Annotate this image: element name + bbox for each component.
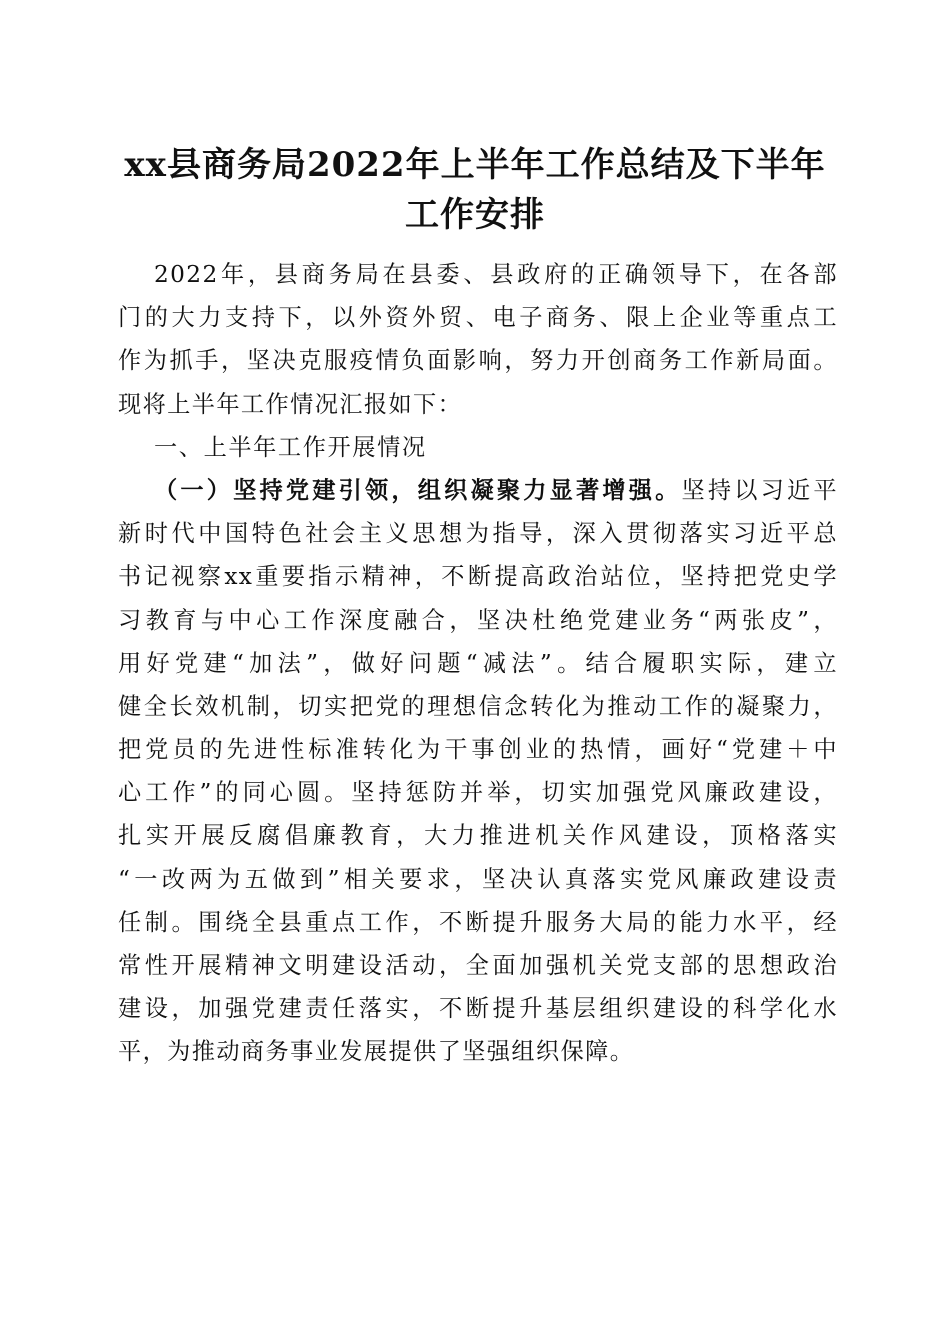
body-line: 用好党建“加法”，做好问题“减法”。结合履职实际，建立	[118, 649, 838, 677]
body-line: 常性开展精神文明建设活动，全面加强机关党支部的思想政治	[118, 952, 838, 979]
body-line: 书记视察xx重要指示精神，不断提高政治站位，坚持把党史学	[118, 563, 838, 591]
intro-line-1: 2022年，县商务局在县委、县政府的正确领导下，在各部	[154, 261, 838, 288]
body-line: 习教育与中心工作深度融合，坚决杜绝党建业务“两张皮”，	[118, 606, 838, 634]
subsection-first-line	[118, 469, 838, 512]
body-line: 把党员的先进性标准转化为干事创业的热情，画好“党建＋中	[118, 736, 838, 764]
title-line-2: 工作安排	[405, 195, 545, 235]
body-line: 新时代中国特色社会主义思想为指导，深入贯彻落实习近平总	[118, 520, 838, 548]
title-line-1: xx县商务局2022年上半年工作总结及下半年	[124, 145, 826, 185]
body-line: 健全长效机制，切实把党的理想信念转化为推动工作的凝聚力，	[118, 692, 838, 720]
section-heading: 一、上半年工作开展情况	[154, 433, 427, 461]
intro-line-3: 作为抓手，坚决克服疫情负面影响，努力开创商务工作新局面。	[118, 347, 838, 375]
body-line: 任制。围绕全县重点工作，不断提升服务大局的能力水平，经	[118, 908, 838, 936]
document-body	[118, 253, 838, 1074]
body-line: 心工作”的同心圆。坚持惩防并举，切实加强党风廉政建设，	[118, 779, 838, 807]
intro-line-4: 现将上半年工作情况汇报如下：	[118, 390, 463, 418]
body-line: 建设，加强党建责任落实，不断提升基层组织建设的科学化水	[118, 995, 838, 1023]
document-title	[90, 140, 860, 240]
body-line: 平，为推动商务事业发展提供了坚强组织保障。	[118, 1038, 635, 1066]
intro-line-2: 门的大力支持下，以外资外贸、电子商务、限上企业等重点工	[118, 304, 838, 332]
body-line: “一改两为五做到”相关要求，坚决认真落实党风廉政建设责	[118, 865, 838, 893]
subsection-title: （一）坚持党建引领，组织凝聚力显著增强。	[154, 476, 682, 504]
body-line: 扎实开展反腐倡廉教育，大力推进机关作风建设，顶格落实	[118, 822, 838, 850]
subsection-first-rest: 坚持以习近平	[681, 476, 838, 504]
